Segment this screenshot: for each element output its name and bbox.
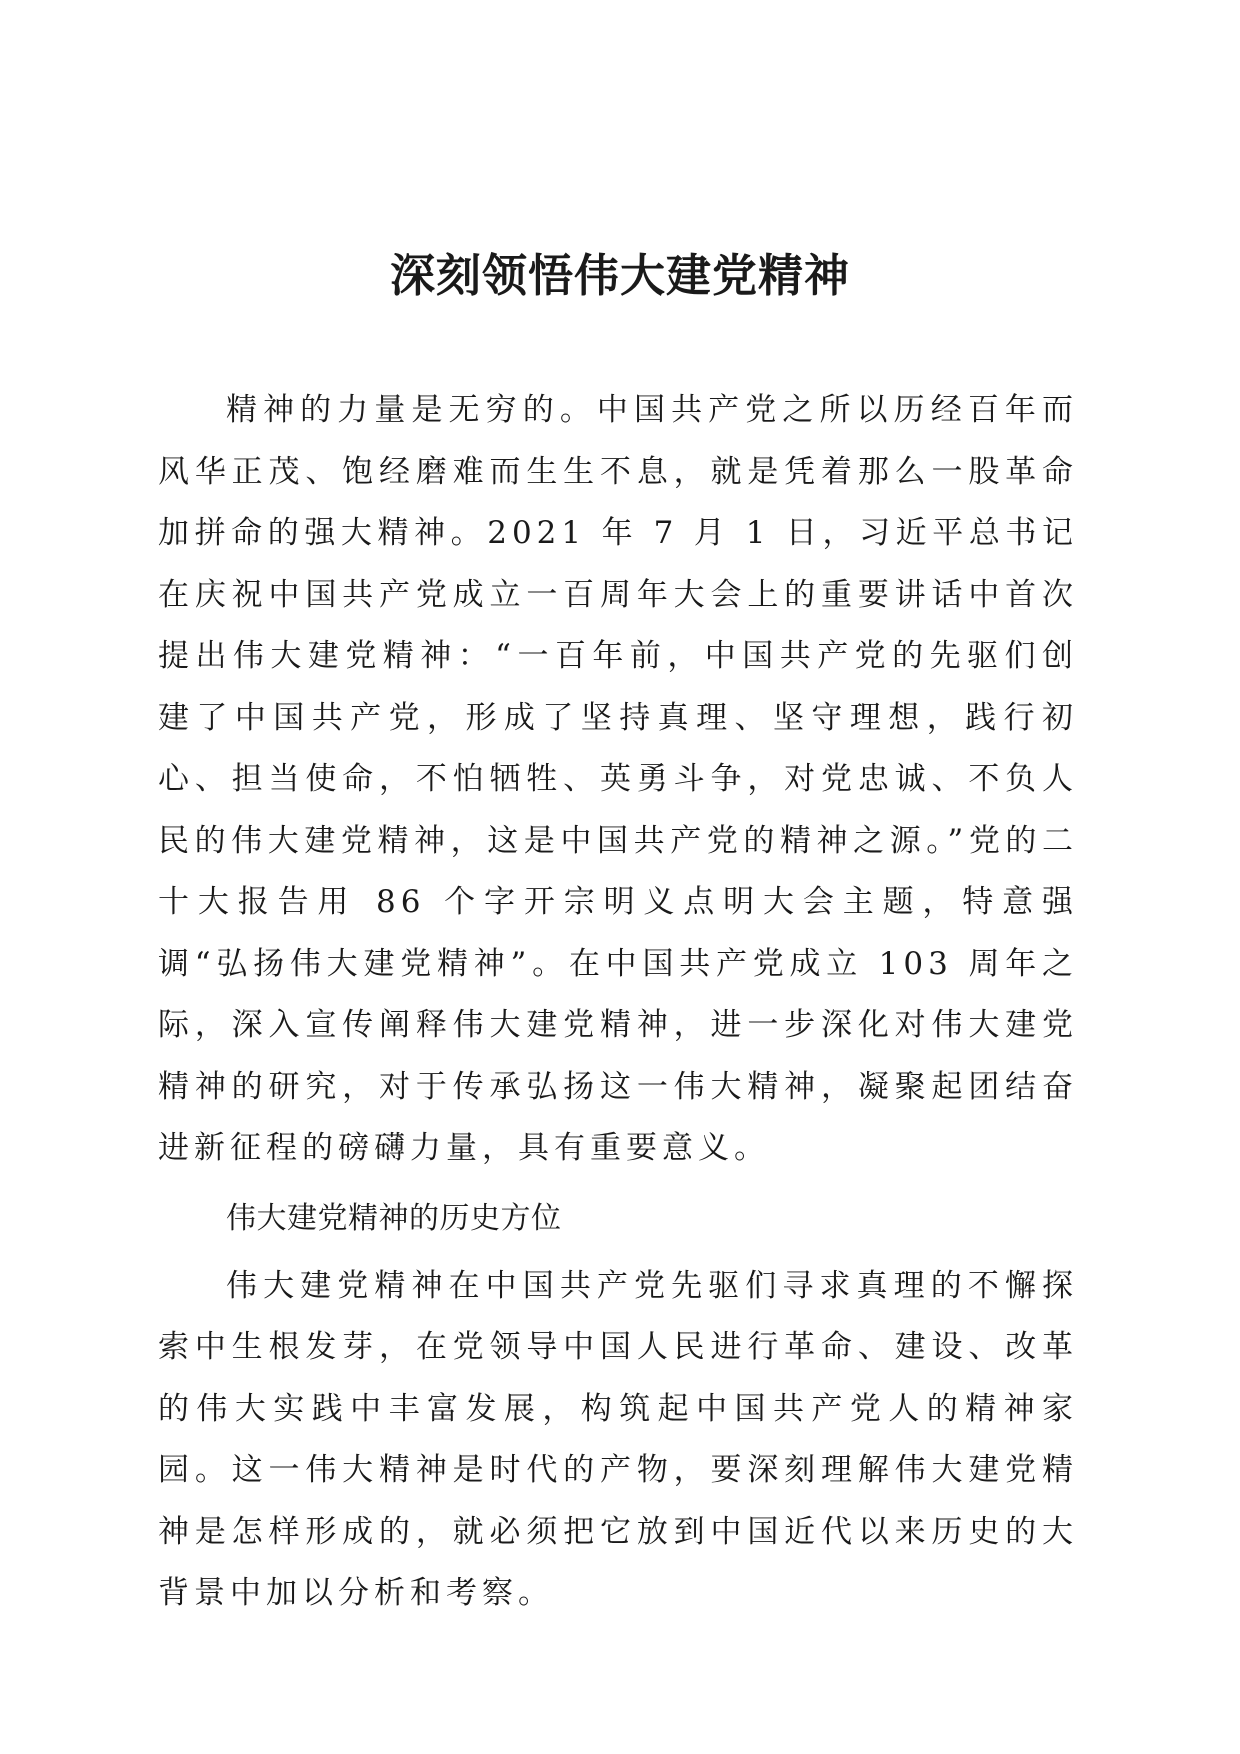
section-heading: 伟大建党精神的历史方位 <box>226 1200 562 1236</box>
document-body <box>158 380 1078 1625</box>
body-paragraph-historical-position: 伟大建党精神在中国共产党先驱们寻求真理的不懈探索中生根发芽，在党领导中国人民进行革命、建设、改革的伟大实践中丰富发展，构筑起中国共产党人的精神家园。这一伟大精神是时代的产物，要深刻理解伟大建党精神是怎样形成的，就必须把它放到中国近代以来历史的大背景中加以分析和考察。 <box>158 1267 1078 1611</box>
document-title: 深刻领悟伟大建党精神 <box>389 249 850 302</box>
body-paragraph-intro: 精神的力量是无穷的。中国共产党之所以历经百年而风华正茂、饱经磨难而生生不息，就是凭着那么一股革命加拼命的强大精神。2021 年 7 月 1 日，习近平总书记在庆祝中国共产党成立一百周年大会上的重要讲话中首次提出伟大建党精神：“一百年前，中国共产党的先驱们创建了中国共产党，形成了坚持真理、坚守理想，践行初心、担当使命，不怕牺牲、英勇斗争，对党忠诚、不负人民的伟大建党精神，这是中国共产党的精神之源。”党的二十大报告用 86 个字开宗明义点明大会主题，特意强调“弘扬伟大建党精神”。在中国共产党成立 103 周年之际，深入宣传阐释伟大建党精神，进一步深化对伟大建党精神的研究，对于传承弘扬这一伟大精神，凝聚起团结奋进新征程的磅礴力量，具有重要意义。 <box>158 392 1078 1166</box>
